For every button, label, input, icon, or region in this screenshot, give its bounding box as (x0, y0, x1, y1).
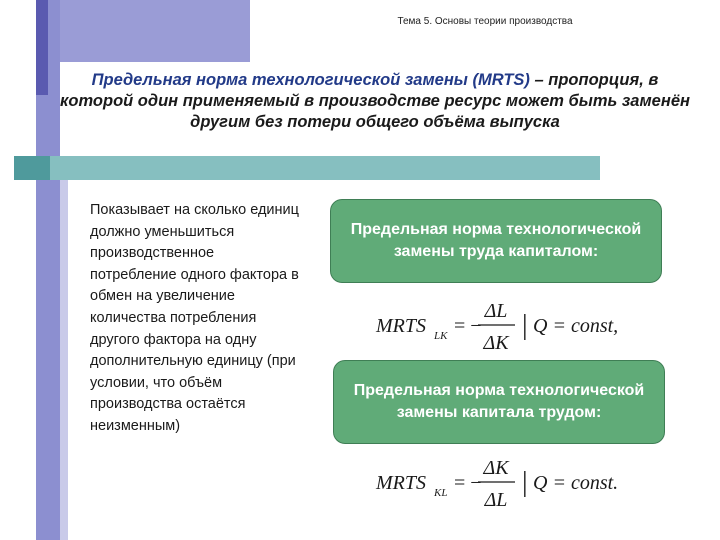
formula-subscript: LK (434, 330, 448, 342)
formula-numerator: ΔL (484, 300, 508, 322)
formula-numerator: ΔK (483, 458, 509, 479)
formula-condition: Q = const, (533, 315, 619, 337)
formula-mrts-kl (370, 458, 660, 516)
decorative-teal-strip (14, 156, 600, 180)
formula-denominator: ΔK (483, 332, 509, 354)
decorative-teal-strip-accent (14, 156, 50, 180)
formula-condition-bar: | (522, 467, 528, 498)
formula-denominator: ΔL (484, 489, 508, 511)
formula-lhs: MRTS (376, 315, 426, 337)
slide-topic-header: Тема 5. Основы теории производства (397, 16, 573, 27)
formula-mrts-lk (370, 297, 660, 355)
definition-box-label: Предельная норма технологической замены капитала трудом: (353, 382, 645, 421)
formula-condition: Q = const. (533, 472, 619, 494)
definition-box-capital-by-labor (333, 360, 665, 444)
title-term: Предельная норма технологической замены (MRTS) (91, 71, 530, 89)
decorative-lower-bar (60, 180, 68, 540)
formula-subscript: KL (434, 487, 448, 499)
decorative-top-block (60, 0, 250, 62)
slide-title (60, 70, 690, 133)
formula-lhs: MRTS (376, 472, 426, 494)
formula-equals-minus: = − (454, 472, 482, 494)
decorative-top-inner-bar (36, 0, 48, 95)
explanation-text: Показывает на сколько единиц должно уменьшиться производственное потребление одного фактора в обмен на увеличение количества потребления другого фактора на одну дополнительную единицу (при условии, что объём производства остаётся неизменным) (90, 202, 299, 434)
definition-box-label: Предельная норма технологической замены труда капиталом: (350, 221, 642, 260)
formula-equals-minus: = − (454, 315, 482, 337)
formula-condition-bar: | (522, 310, 528, 341)
title-definition: – пропорция, в которой один применяемый в производстве ресурс может быть заменён другим без потери общего объёма выпуска (60, 71, 690, 131)
definition-box-labor-by-capital (330, 199, 662, 283)
